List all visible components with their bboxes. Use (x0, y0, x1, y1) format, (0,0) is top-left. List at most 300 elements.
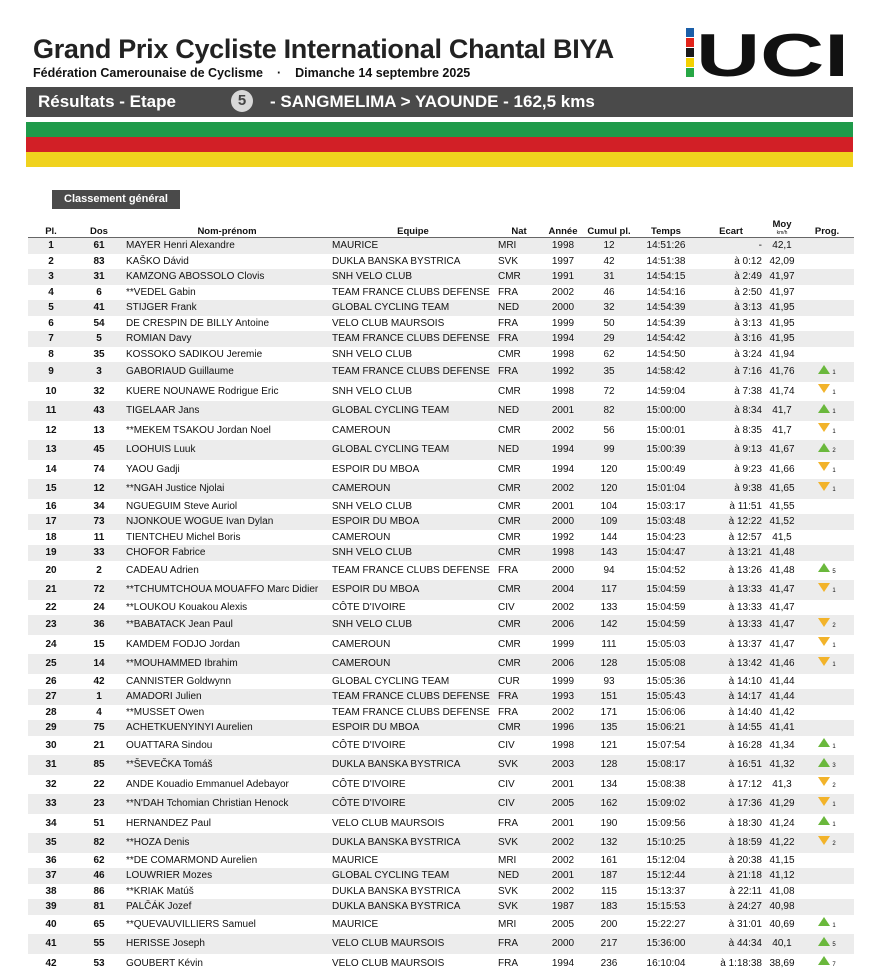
rank-cell: 21 (28, 580, 74, 600)
rank-cell: 5 (28, 300, 74, 316)
rider-name-cell: CANNISTER Goldwynn (124, 674, 330, 690)
team-cell: TEAM FRANCE CLUBS DEFENSE (330, 331, 496, 347)
cumulative-places-cell: 151 (584, 689, 634, 705)
rank-cell: 25 (28, 654, 74, 674)
progression-cell (800, 580, 854, 600)
time-cell: 15:22:27 (634, 915, 698, 935)
gap-cell: à 13:42 (698, 654, 764, 674)
rider-name-cell: KAŠKO Dávid (124, 254, 330, 270)
progression-cell (800, 755, 854, 775)
table-row (28, 899, 854, 915)
rank-cell: 42 (28, 954, 74, 973)
col-header-nat: Nat (496, 216, 542, 238)
birth-year-cell: 2002 (542, 421, 584, 441)
table-row (28, 479, 854, 499)
average-speed-cell: 41,44 (764, 674, 800, 690)
birth-year-cell: 1999 (542, 316, 584, 332)
progression-cell (800, 654, 854, 674)
average-speed-cell: 41,65 (764, 479, 800, 499)
gap-cell: à 20:38 (698, 853, 764, 869)
uci-logo-text: UCI (696, 26, 849, 78)
rank-cell: 12 (28, 421, 74, 441)
average-speed-cell: 41,44 (764, 689, 800, 705)
gap-cell: à 14:55 (698, 720, 764, 736)
table-row (28, 720, 854, 736)
uci-logo-stripe-green (686, 68, 694, 77)
bib-cell: 55 (74, 934, 124, 954)
team-cell: GLOBAL CYCLING TEAM (330, 300, 496, 316)
progression-count: 1 (832, 468, 835, 474)
progression-cell (800, 300, 854, 316)
birth-year-cell: 2000 (542, 934, 584, 954)
cumulative-places-cell: 31 (584, 269, 634, 285)
rider-name-cell: **MEKEM TSAKOU Jordan Noel (124, 421, 330, 441)
bib-cell: 54 (74, 316, 124, 332)
rider-name-cell: **BABATACK Jean Paul (124, 615, 330, 635)
table-row (28, 530, 854, 546)
progression-cell (800, 915, 854, 935)
time-cell: 15:06:06 (634, 705, 698, 721)
birth-year-cell: 2000 (542, 514, 584, 530)
nationality-cell: CMR (496, 615, 542, 635)
rider-name-cell: KAMZONG ABOSSOLO Clovis (124, 269, 330, 285)
birth-year-cell: 1992 (542, 530, 584, 546)
average-speed-cell: 41,94 (764, 347, 800, 363)
table-row (28, 689, 854, 705)
team-cell: GLOBAL CYCLING TEAM (330, 674, 496, 690)
bib-cell: 43 (74, 401, 124, 421)
bib-cell: 33 (74, 545, 124, 561)
table-header-row (28, 216, 854, 238)
table-row (28, 868, 854, 884)
rank-cell: 4 (28, 285, 74, 301)
rank-cell: 36 (28, 853, 74, 869)
bib-cell: 46 (74, 868, 124, 884)
rider-name-cell: YAOU Gadji (124, 460, 330, 480)
gap-cell: à 17:12 (698, 775, 764, 795)
nationality-cell: CMR (496, 421, 542, 441)
average-speed-cell: 41,47 (764, 635, 800, 655)
table-row (28, 654, 854, 674)
rider-name-cell: CADEAU Adrien (124, 561, 330, 581)
cumulative-places-cell: 121 (584, 736, 634, 756)
birth-year-cell: 1998 (542, 347, 584, 363)
progression-count: 1 (832, 744, 835, 750)
rank-cell: 9 (28, 362, 74, 382)
federation-name: Fédération Camerounaise de Cyclisme (33, 66, 263, 80)
col-header-time: Temps (634, 216, 698, 238)
col-header-team: Equipe (330, 216, 496, 238)
rider-name-cell: CHOFOR Fabrice (124, 545, 330, 561)
time-cell: 15:13:37 (634, 884, 698, 900)
bib-cell: 6 (74, 285, 124, 301)
progression-cell (800, 421, 854, 441)
rank-cell: 40 (28, 915, 74, 935)
progression-cell (800, 362, 854, 382)
time-cell: 15:04:59 (634, 615, 698, 635)
time-cell: 15:00:01 (634, 421, 698, 441)
rank-cell: 29 (28, 720, 74, 736)
average-speed-cell: 41,52 (764, 514, 800, 530)
team-cell: TEAM FRANCE CLUBS DEFENSE (330, 705, 496, 721)
table-row (28, 421, 854, 441)
rank-cell: 17 (28, 514, 74, 530)
team-cell: VELO CLUB MAURSOIS (330, 934, 496, 954)
time-cell: 14:54:39 (634, 316, 698, 332)
average-speed-cell: 41,48 (764, 561, 800, 581)
team-cell: TEAM FRANCE CLUBS DEFENSE (330, 689, 496, 705)
birth-year-cell: 2002 (542, 479, 584, 499)
cumulative-places-cell: 62 (584, 347, 634, 363)
progression-cell (800, 347, 854, 363)
cumulative-places-cell: 109 (584, 514, 634, 530)
average-speed-cell: 38,69 (764, 954, 800, 973)
rider-name-cell: DE CRESPIN DE BILLY Antoine (124, 316, 330, 332)
cumulative-places-cell: 217 (584, 934, 634, 954)
table-row (28, 954, 854, 973)
birth-year-cell: 1997 (542, 254, 584, 270)
bib-cell: 51 (74, 814, 124, 834)
gap-cell: à 13:26 (698, 561, 764, 581)
average-speed-cell: 41,24 (764, 814, 800, 834)
progression-count: 1 (832, 923, 835, 929)
time-cell: 15:07:54 (634, 736, 698, 756)
gap-cell: à 0:12 (698, 254, 764, 270)
average-speed-cell: 41,47 (764, 600, 800, 616)
bib-cell: 36 (74, 615, 124, 635)
nationality-cell: MRI (496, 853, 542, 869)
average-speed-cell: 41,22 (764, 833, 800, 853)
average-speed-cell: 41,7 (764, 421, 800, 441)
arrow-down-icon (818, 583, 830, 592)
time-cell: 14:51:26 (634, 238, 698, 254)
team-cell: VELO CLUB MAURSOIS (330, 814, 496, 834)
gap-cell: à 12:22 (698, 514, 764, 530)
cumulative-places-cell: 162 (584, 794, 634, 814)
birth-year-cell: 1999 (542, 635, 584, 655)
time-cell: 15:00:00 (634, 401, 698, 421)
col-header-dos: Dos (74, 216, 124, 238)
rank-cell: 7 (28, 331, 74, 347)
table-row (28, 300, 854, 316)
rider-name-cell: **VEDEL Gabin (124, 285, 330, 301)
progression-cell (800, 479, 854, 499)
cumulative-places-cell: 42 (584, 254, 634, 270)
team-cell: CÔTE D'IVOIRE (330, 775, 496, 795)
results-table (28, 216, 854, 973)
average-speed-cell: 41,46 (764, 654, 800, 674)
flag-band-red (26, 137, 853, 152)
uci-logo-stripe-black (686, 48, 694, 57)
gap-cell: à 14:10 (698, 674, 764, 690)
nationality-cell: CMR (496, 530, 542, 546)
progression-cell (800, 934, 854, 954)
nationality-cell: SVK (496, 899, 542, 915)
cumulative-places-cell: 56 (584, 421, 634, 441)
rider-name-cell: ANDE Kouadio Emmanuel Adebayor (124, 775, 330, 795)
table-row (28, 460, 854, 480)
average-speed-cell: 41,29 (764, 794, 800, 814)
progression-cell (800, 382, 854, 402)
gap-cell: à 7:16 (698, 362, 764, 382)
bib-cell: 83 (74, 254, 124, 270)
progression-cell (800, 254, 854, 270)
col-header-name: Nom-prénom (124, 216, 330, 238)
cumulative-places-cell: 111 (584, 635, 634, 655)
time-cell: 15:05:03 (634, 635, 698, 655)
time-cell: 16:10:04 (634, 954, 698, 973)
nationality-cell: CMR (496, 269, 542, 285)
progression-cell (800, 736, 854, 756)
bib-cell: 2 (74, 561, 124, 581)
time-cell: 15:08:38 (634, 775, 698, 795)
nationality-cell: NED (496, 401, 542, 421)
arrow-up-icon (818, 365, 830, 374)
table-row (28, 814, 854, 834)
nationality-cell: CMR (496, 580, 542, 600)
subtitle-line (33, 66, 470, 80)
arrow-down-icon (818, 423, 830, 432)
nationality-cell: CMR (496, 654, 542, 674)
birth-year-cell: 2006 (542, 654, 584, 674)
gap-cell: à 12:57 (698, 530, 764, 546)
table-row (28, 736, 854, 756)
time-cell: 15:04:59 (634, 600, 698, 616)
col-header-gap: Ecart (698, 216, 764, 238)
arrow-up-icon (818, 404, 830, 413)
table-row (28, 285, 854, 301)
cumulative-places-cell: 72 (584, 382, 634, 402)
col-header-prog: Prog. (800, 216, 854, 238)
uci-logo-stripe-blue (686, 28, 694, 37)
progression-count: 1 (832, 588, 835, 594)
gap-cell: à 21:18 (698, 868, 764, 884)
cumulative-places-cell: 144 (584, 530, 634, 546)
gap-cell: à 13:33 (698, 615, 764, 635)
rank-cell: 35 (28, 833, 74, 853)
progression-count: 1 (832, 390, 835, 396)
time-cell: 15:04:47 (634, 545, 698, 561)
team-cell: CAMEROUN (330, 530, 496, 546)
cumulative-places-cell: 132 (584, 833, 634, 853)
time-cell: 15:09:02 (634, 794, 698, 814)
cumulative-places-cell: 143 (584, 545, 634, 561)
progression-cell (800, 561, 854, 581)
average-speed-cell: 41,97 (764, 269, 800, 285)
progression-cell (800, 499, 854, 515)
time-cell: 15:09:56 (634, 814, 698, 834)
cumulative-places-cell: 115 (584, 884, 634, 900)
cumulative-places-cell: 142 (584, 615, 634, 635)
arrow-down-icon (818, 618, 830, 627)
team-cell: SNH VELO CLUB (330, 545, 496, 561)
flag-band-yellow (26, 152, 853, 167)
average-speed-cell: 41,34 (764, 736, 800, 756)
arrow-down-icon (818, 777, 830, 786)
average-speed-cell: 41,47 (764, 615, 800, 635)
gap-cell: à 31:01 (698, 915, 764, 935)
rank-cell: 39 (28, 899, 74, 915)
stage-number-badge: 5 (231, 90, 253, 112)
rank-cell: 20 (28, 561, 74, 581)
flag-band-green (26, 122, 853, 137)
average-speed-cell: 41,97 (764, 285, 800, 301)
rider-name-cell: **TCHUMTCHOUA MOUAFFO Marc Didier (124, 580, 330, 600)
birth-year-cell: 2001 (542, 814, 584, 834)
birth-year-cell: 2002 (542, 853, 584, 869)
team-cell: CAMEROUN (330, 421, 496, 441)
gap-cell: à 8:35 (698, 421, 764, 441)
birth-year-cell: 1996 (542, 720, 584, 736)
average-speed-cell: 41,12 (764, 868, 800, 884)
progression-cell (800, 794, 854, 814)
gap-cell: à 16:51 (698, 755, 764, 775)
bib-cell: 12 (74, 479, 124, 499)
gap-cell: - (698, 238, 764, 254)
progression-count: 1 (832, 487, 835, 493)
team-cell: SNH VELO CLUB (330, 382, 496, 402)
bib-cell: 75 (74, 720, 124, 736)
average-speed-cell: 41,48 (764, 545, 800, 561)
nationality-cell: FRA (496, 331, 542, 347)
gap-cell: à 16:28 (698, 736, 764, 756)
birth-year-cell: 1987 (542, 899, 584, 915)
cumulative-places-cell: 120 (584, 460, 634, 480)
arrow-down-icon (818, 797, 830, 806)
cumulative-places-cell: 187 (584, 868, 634, 884)
rider-name-cell: NJONKOUE WOGUE Ivan Dylan (124, 514, 330, 530)
nationality-cell: CMR (496, 347, 542, 363)
nationality-cell: FRA (496, 689, 542, 705)
bib-cell: 22 (74, 775, 124, 795)
gap-cell: à 9:23 (698, 460, 764, 480)
rider-name-cell: GOUBERT Kévin (124, 954, 330, 973)
average-speed-cell: 41,95 (764, 300, 800, 316)
progression-cell (800, 720, 854, 736)
cumulative-places-cell: 171 (584, 705, 634, 721)
progression-cell (800, 705, 854, 721)
progression-cell (800, 269, 854, 285)
average-speed-cell: 41,3 (764, 775, 800, 795)
rank-cell: 38 (28, 884, 74, 900)
bib-cell: 85 (74, 755, 124, 775)
bib-cell: 11 (74, 530, 124, 546)
rank-cell: 22 (28, 600, 74, 616)
rider-name-cell: TIGELAAR Jans (124, 401, 330, 421)
uci-logo-stripe-yellow (686, 58, 694, 67)
progression-cell (800, 635, 854, 655)
time-cell: 15:04:52 (634, 561, 698, 581)
average-speed-cell: 41,67 (764, 440, 800, 460)
progression-count: 5 (832, 569, 835, 575)
rank-cell: 15 (28, 479, 74, 499)
gap-cell: à 13:21 (698, 545, 764, 561)
gap-cell: à 18:59 (698, 833, 764, 853)
birth-year-cell: 2006 (542, 615, 584, 635)
rider-name-cell: OUATTARA Sindou (124, 736, 330, 756)
progression-count: 1 (832, 643, 835, 649)
cumulative-places-cell: 32 (584, 300, 634, 316)
rider-name-cell: KUERE NOUNAWE Rodrigue Eric (124, 382, 330, 402)
progression-count: 2 (832, 623, 835, 629)
gap-cell: à 9:38 (698, 479, 764, 499)
gap-cell: à 13:33 (698, 600, 764, 616)
nationality-cell: FRA (496, 362, 542, 382)
arrow-down-icon (818, 657, 830, 666)
average-speed-cell: 41,15 (764, 853, 800, 869)
rank-cell: 13 (28, 440, 74, 460)
nationality-cell: FRA (496, 285, 542, 301)
team-cell: DUKLA BANSKA BYSTRICA (330, 899, 496, 915)
birth-year-cell: 1994 (542, 954, 584, 973)
progression-cell (800, 401, 854, 421)
average-speed-cell: 42,09 (764, 254, 800, 270)
team-cell: SNH VELO CLUB (330, 269, 496, 285)
birth-year-cell: 1994 (542, 331, 584, 347)
table-row (28, 853, 854, 869)
average-speed-cell: 41,47 (764, 580, 800, 600)
time-cell: 15:03:48 (634, 514, 698, 530)
bib-cell: 5 (74, 331, 124, 347)
rider-name-cell: HERISSE Joseph (124, 934, 330, 954)
table-row (28, 794, 854, 814)
gap-cell: à 3:13 (698, 300, 764, 316)
time-cell: 15:06:21 (634, 720, 698, 736)
bib-cell: 32 (74, 382, 124, 402)
birth-year-cell: 1999 (542, 674, 584, 690)
team-cell: DUKLA BANSKA BYSTRICA (330, 254, 496, 270)
rider-name-cell: AMADORI Julien (124, 689, 330, 705)
team-cell: DUKLA BANSKA BYSTRICA (330, 884, 496, 900)
table-row (28, 331, 854, 347)
team-cell: DUKLA BANSKA BYSTRICA (330, 755, 496, 775)
average-speed-cell: 41,5 (764, 530, 800, 546)
time-cell: 14:54:42 (634, 331, 698, 347)
nationality-cell: CIV (496, 600, 542, 616)
average-speed-cell: 40,1 (764, 934, 800, 954)
team-cell: CAMEROUN (330, 635, 496, 655)
rank-cell: 14 (28, 460, 74, 480)
bib-cell: 24 (74, 600, 124, 616)
table-row (28, 833, 854, 853)
time-cell: 15:01:04 (634, 479, 698, 499)
nationality-cell: CIV (496, 775, 542, 795)
table-row (28, 440, 854, 460)
bib-cell: 42 (74, 674, 124, 690)
progression-cell (800, 674, 854, 690)
birth-year-cell: 1998 (542, 238, 584, 254)
gap-cell: à 7:38 (698, 382, 764, 402)
time-cell: 15:03:17 (634, 499, 698, 515)
progression-cell (800, 954, 854, 973)
birth-year-cell: 1994 (542, 440, 584, 460)
time-cell: 15:15:53 (634, 899, 698, 915)
bib-cell: 41 (74, 300, 124, 316)
table-row (28, 254, 854, 270)
rider-name-cell: **QUEVAUVILLIERS Samuel (124, 915, 330, 935)
birth-year-cell: 2001 (542, 868, 584, 884)
team-cell: CÔTE D'IVOIRE (330, 736, 496, 756)
average-speed-cell: 41,55 (764, 499, 800, 515)
team-cell: TEAM FRANCE CLUBS DEFENSE (330, 561, 496, 581)
nationality-cell: FRA (496, 954, 542, 973)
birth-year-cell: 2001 (542, 401, 584, 421)
team-cell: SNH VELO CLUB (330, 347, 496, 363)
table-row (28, 934, 854, 954)
arrow-up-icon (818, 956, 830, 965)
rider-name-cell: **KRIAK Matúš (124, 884, 330, 900)
rider-name-cell: ROMIAN Davy (124, 331, 330, 347)
